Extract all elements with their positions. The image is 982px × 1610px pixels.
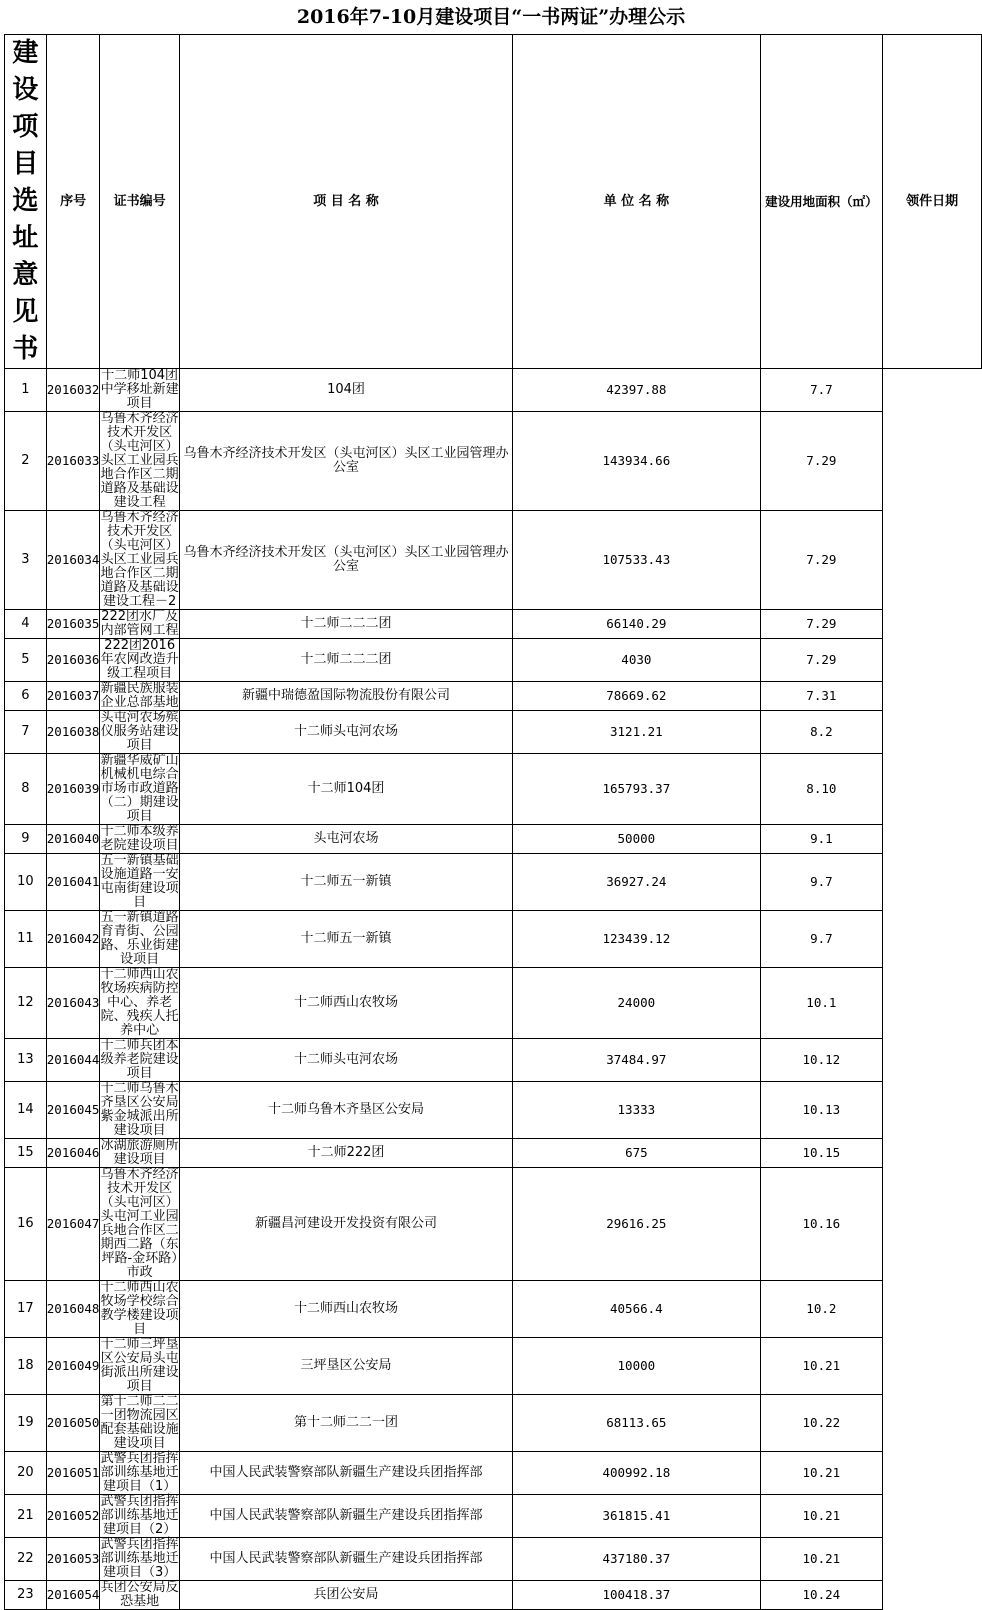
cell-area: 42397.88 — [513, 369, 760, 412]
cell-project: 五一新镇道路育青街、公园路、乐业街建设项目 — [100, 910, 179, 967]
table-row — [5, 754, 982, 825]
cell-area: 37484.97 — [513, 1039, 760, 1082]
cell-area: 123439.12 — [513, 911, 760, 968]
table-row — [5, 1452, 982, 1495]
cell-unit: 中国人民武装警察部队新疆生产建设兵团指挥部 — [179, 1452, 512, 1495]
cell-area: 143934.66 — [513, 412, 760, 511]
cell-date: 10.13 — [760, 1082, 883, 1139]
side-label — [5, 35, 47, 369]
cell-unit: 十二师222团 — [179, 1139, 512, 1168]
cell-unit: 104团 — [179, 369, 512, 412]
cell-project: 武警兵团指挥部训练基地迁建项目（2） — [100, 1494, 179, 1537]
cell-date: 7.29 — [760, 610, 883, 639]
cell-cert: 2016045 — [46, 1082, 100, 1139]
header-area: 建设用地面积（㎡） — [760, 35, 883, 369]
cell-seq: 9 — [5, 825, 47, 854]
cell-project: 五一新镇基础设施道路一安屯南街建设项目 — [100, 853, 179, 910]
cell-project: 十二师兵团本级养老院建设项目 — [100, 1038, 179, 1081]
cell-project: 武警兵团指挥部训练基地迁建项目（1） — [100, 1451, 179, 1494]
cell-seq: 8 — [5, 754, 47, 825]
cell-unit: 十二师五一新镇 — [179, 911, 512, 968]
cell-project: 第十二师二二一团物流园区配套基础设施建设项目 — [100, 1394, 179, 1451]
cell-cert: 2016050 — [46, 1395, 100, 1452]
cell-unit: 三坪垦区公安局 — [179, 1338, 512, 1395]
cell-date: 9.7 — [760, 911, 883, 968]
cell-date: 10.21 — [760, 1495, 883, 1538]
table-row — [5, 610, 982, 639]
cell-date: 10.21 — [760, 1338, 883, 1395]
cell-project: 武警兵团指挥部训练基地迁建项目（3） — [100, 1537, 179, 1580]
cell-cert: 2016040 — [46, 825, 100, 854]
side-label-char: 见 — [12, 297, 39, 327]
cell-date: 8.2 — [760, 711, 883, 754]
cell-project: 新疆民族服装企业总部基地 — [100, 681, 179, 710]
cell-cert: 2016044 — [46, 1039, 100, 1082]
side-label-char: 项 — [12, 112, 39, 142]
cell-seq: 7 — [5, 711, 47, 754]
cell-cert: 2016036 — [46, 639, 100, 682]
cell-seq: 19 — [5, 1395, 47, 1452]
page-title: 2016年7-10月建设项目“一书两证”办理公示 — [296, 6, 686, 28]
header-date: 领件日期 — [883, 35, 982, 369]
side-label-char: 设 — [12, 75, 39, 105]
table-row — [5, 968, 982, 1039]
cell-area: 68113.65 — [513, 1395, 760, 1452]
cell-area: 66140.29 — [513, 610, 760, 639]
cell-area: 437180.37 — [513, 1538, 760, 1581]
cell-area: 78669.62 — [513, 682, 760, 711]
table-row — [5, 511, 982, 610]
cell-date: 10.22 — [760, 1395, 883, 1452]
cell-seq: 13 — [5, 1039, 47, 1082]
cell-seq: 21 — [5, 1495, 47, 1538]
cell-seq: 15 — [5, 1139, 47, 1168]
table-row — [5, 854, 982, 911]
cell-seq: 10 — [5, 854, 47, 911]
cell-unit: 十二师西山农牧场 — [179, 1281, 512, 1338]
cell-unit: 中国人民武装警察部队新疆生产建设兵团指挥部 — [179, 1495, 512, 1538]
cell-date: 9.1 — [760, 825, 883, 854]
header-cert: 证书编号 — [100, 35, 179, 369]
cell-cert: 2016047 — [46, 1168, 100, 1281]
cell-unit: 第十二师二二一团 — [179, 1395, 512, 1452]
cell-project: 十二师本级养老院建设项目 — [100, 824, 179, 853]
cell-project: 头屯河农场殡仪服务站建设项目 — [100, 710, 179, 753]
table-row — [5, 1338, 982, 1395]
cell-unit: 十二师头屯河农场 — [179, 1039, 512, 1082]
cell-date: 7.29 — [760, 412, 883, 511]
cell-cert: 2016049 — [46, 1338, 100, 1395]
cell-project: 十二师乌鲁木齐垦区公安局紫金城派出所建设项目 — [100, 1081, 179, 1138]
cell-area: 361815.41 — [513, 1495, 760, 1538]
cell-cert: 2016051 — [46, 1452, 100, 1495]
cell-date: 7.31 — [760, 682, 883, 711]
cell-date: 10.15 — [760, 1139, 883, 1168]
cell-date: 10.12 — [760, 1039, 883, 1082]
cell-unit: 十二师二二二团 — [179, 639, 512, 682]
table-row — [5, 711, 982, 754]
cell-cert: 2016046 — [46, 1139, 100, 1168]
cell-cert: 2016042 — [46, 911, 100, 968]
cell-seq: 2 — [5, 412, 47, 511]
cell-cert: 2016048 — [46, 1281, 100, 1338]
cell-unit: 兵团公安局 — [179, 1581, 512, 1610]
cell-seq: 23 — [5, 1581, 47, 1610]
cell-date: 7.29 — [760, 511, 883, 610]
cell-seq: 16 — [5, 1168, 47, 1281]
cell-project: 222团水厂及内部管网工程 — [100, 609, 179, 638]
side-label-char: 建 — [12, 38, 39, 68]
cell-project: 兵团公安局反恐基地 — [100, 1580, 179, 1609]
cell-project: 乌鲁木齐经济技术开发区（头屯河区）头区工业园兵地合作区二期道路及基础设建设工程－2 — [100, 510, 179, 609]
cell-date: 9.7 — [760, 854, 883, 911]
cell-project: 乌鲁木齐经济技术开发区（头屯河区）头区工业园兵地合作区二期道路及基础设建设工程 — [100, 411, 179, 510]
cell-seq: 12 — [5, 968, 47, 1039]
cell-project: 十二师西山农牧场学校综合教学楼建设项目 — [100, 1280, 179, 1337]
cell-unit: 十二师五一新镇 — [179, 854, 512, 911]
table-row — [5, 639, 982, 682]
cell-unit: 十二师西山农牧场 — [179, 968, 512, 1039]
cell-unit: 中国人民武装警察部队新疆生产建设兵团指挥部 — [179, 1538, 512, 1581]
table-row — [5, 369, 982, 412]
cell-seq: 3 — [5, 511, 47, 610]
cell-area: 3121.21 — [513, 711, 760, 754]
cell-cert: 2016035 — [46, 610, 100, 639]
cell-date: 10.21 — [760, 1538, 883, 1581]
cell-seq: 22 — [5, 1538, 47, 1581]
cell-project: 十二师104团中学移址新建项目 — [100, 368, 179, 411]
cell-unit: 乌鲁木齐经济技术开发区（头屯河区）头区工业园管理办公室 — [179, 511, 512, 610]
cell-unit: 十二师头屯河农场 — [179, 711, 512, 754]
cell-cert: 2016034 — [46, 511, 100, 610]
cell-area: 36927.24 — [513, 854, 760, 911]
side-label-char: 选 — [12, 186, 39, 216]
cell-area: 13333 — [513, 1082, 760, 1139]
cell-cert: 2016041 — [46, 854, 100, 911]
cell-cert: 2016043 — [46, 968, 100, 1039]
project-table — [4, 34, 982, 1610]
cell-cert: 2016037 — [46, 682, 100, 711]
cell-project: 十二师西山农牧场疾病防控中心、养老院、残疾人托养中心 — [100, 967, 179, 1038]
cell-area: 50000 — [513, 825, 760, 854]
cell-cert: 2016054 — [46, 1581, 100, 1610]
table-row — [5, 1538, 982, 1581]
cell-unit: 十二师二二二团 — [179, 610, 512, 639]
side-label-char: 址 — [12, 223, 39, 253]
cell-area: 29616.25 — [513, 1168, 760, 1281]
cell-seq: 18 — [5, 1338, 47, 1395]
cell-date: 10.24 — [760, 1581, 883, 1610]
cell-area: 165793.37 — [513, 754, 760, 825]
cell-seq: 6 — [5, 682, 47, 711]
header-seq: 序号 — [46, 35, 100, 369]
cell-seq: 4 — [5, 610, 47, 639]
cell-area: 24000 — [513, 968, 760, 1039]
cell-cert: 2016052 — [46, 1495, 100, 1538]
table-row — [5, 1168, 982, 1281]
table-row — [5, 911, 982, 968]
cell-project: 新疆华威矿山机械机电综合市场市政道路（二）期建设项目 — [100, 753, 179, 824]
cell-date: 10.1 — [760, 968, 883, 1039]
cell-date: 7.7 — [760, 369, 883, 412]
cell-seq: 17 — [5, 1281, 47, 1338]
cell-seq: 14 — [5, 1082, 47, 1139]
table-row — [5, 1039, 982, 1082]
table-header-row — [5, 35, 982, 369]
side-label-char: 目 — [12, 149, 39, 179]
cell-area: 100418.37 — [513, 1581, 760, 1610]
cell-cert: 2016033 — [46, 412, 100, 511]
cell-unit: 新疆昌河建设开发投资有限公司 — [179, 1168, 512, 1281]
cell-area: 675 — [513, 1139, 760, 1168]
cell-date: 10.2 — [760, 1281, 883, 1338]
cell-area: 107533.43 — [513, 511, 760, 610]
cell-project: 十二师三坪垦区公安局头屯街派出所建设项目 — [100, 1337, 179, 1394]
cell-seq: 20 — [5, 1452, 47, 1495]
table-row — [5, 412, 982, 511]
cell-unit: 头屯河农场 — [179, 825, 512, 854]
header-project: 项 目 名 称 — [179, 35, 512, 369]
cell-date: 7.29 — [760, 639, 883, 682]
cell-seq: 5 — [5, 639, 47, 682]
table-row — [5, 1139, 982, 1168]
cell-date: 10.16 — [760, 1168, 883, 1281]
cell-project: 冰湖旅游厕所建设项目 — [100, 1138, 179, 1167]
cell-unit: 十二师104团 — [179, 754, 512, 825]
table-row — [5, 1495, 982, 1538]
cell-cert: 2016039 — [46, 754, 100, 825]
cell-project: 乌鲁木齐经济技术开发区（头屯河区）头屯河工业园兵地合作区二期西二路（东坪路-金环路）市政 — [100, 1167, 179, 1280]
cell-unit: 十二师乌鲁木齐垦区公安局 — [179, 1082, 512, 1139]
table-row — [5, 1395, 982, 1452]
cell-area: 4030 — [513, 639, 760, 682]
side-label-char: 书 — [12, 334, 39, 364]
cell-seq: 11 — [5, 911, 47, 968]
cell-area: 40566.4 — [513, 1281, 760, 1338]
cell-date: 8.10 — [760, 754, 883, 825]
cell-unit: 新疆中瑞德盈国际物流股份有限公司 — [179, 682, 512, 711]
table-row — [5, 825, 982, 854]
cell-area: 400992.18 — [513, 1452, 760, 1495]
table-row — [5, 1082, 982, 1139]
cell-date: 10.21 — [760, 1452, 883, 1495]
cell-seq: 1 — [5, 369, 47, 412]
header-unit: 单 位 名 称 — [513, 35, 760, 369]
cell-cert: 2016032 — [46, 369, 100, 412]
cell-project: 222团2016年农网改造升级工程项目 — [100, 638, 179, 681]
cell-area: 10000 — [513, 1338, 760, 1395]
table-row — [5, 1281, 982, 1338]
cell-cert: 2016053 — [46, 1538, 100, 1581]
cell-unit: 乌鲁木齐经济技术开发区（头屯河区）头区工业园管理办公室 — [179, 412, 512, 511]
cell-cert: 2016038 — [46, 711, 100, 754]
table-row — [5, 1581, 982, 1610]
table-row — [5, 682, 982, 711]
side-label-char: 意 — [12, 260, 39, 290]
